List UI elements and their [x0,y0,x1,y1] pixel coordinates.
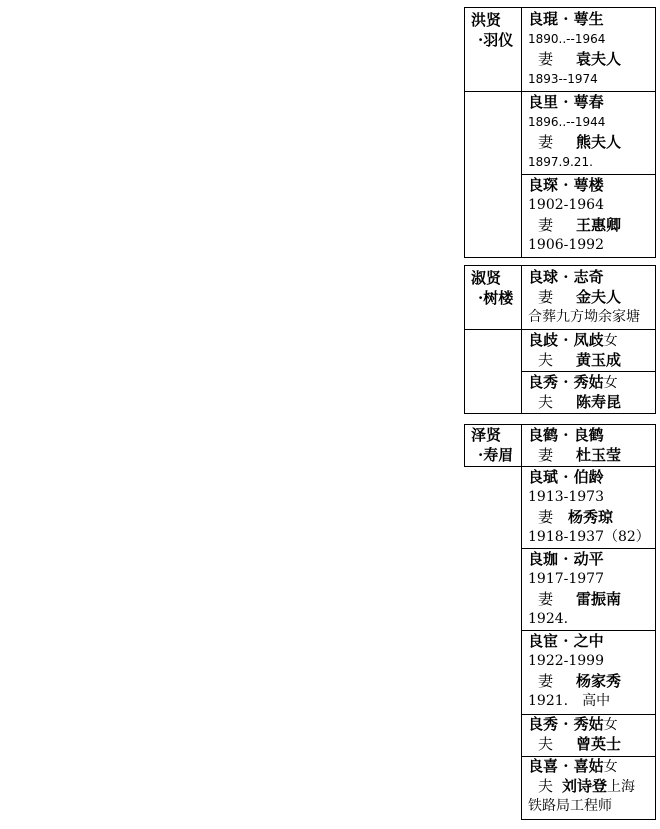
person-dates: 1917-1977 [528,571,604,587]
relation-label: 夫 [538,735,554,753]
person-entry [528,372,656,412]
person-dates: 1896..--1944 [528,115,606,129]
spouse-line [528,350,656,370]
person-entry [528,267,656,327]
spouse-dates: 1893--1974 [528,72,598,86]
person-dates: 1922-1999 [528,653,604,669]
generation-name: 泽贤 [471,426,502,444]
generation-courtesy: ·寿眉 [478,446,514,464]
person-name: 良秀 · 秀姑 [528,715,604,733]
spouse-location: 上海 [607,779,636,795]
person-entry [528,549,656,629]
person-name: 良宦 · 之中 [528,632,604,650]
generation-label [471,425,513,465]
person-dates: 1890..--1964 [528,32,606,46]
spouse-name: 杜玉莹 [576,446,622,464]
spouse-name: 刘诗登 [562,777,608,795]
relation-label: 妻 [538,216,554,234]
occupation-note: 铁路局工程师 [528,798,612,814]
person-name: 良琛 · 萼楼 [528,176,604,194]
relation-label: 夫 [538,351,554,369]
generation-courtesy: ·树楼 [478,289,514,307]
relation-label: 妻 [538,508,554,526]
spouse-name: 袁夫人 [576,50,622,68]
gender-suffix: 女 [603,375,618,391]
relation-label: 妻 [538,50,554,68]
row-divider [464,91,522,92]
spouse-name: 熊夫人 [576,133,622,151]
spouse-line [528,589,656,609]
relation-label: 妻 [538,672,554,690]
person-name: 良珷 · 伯龄 [528,468,604,486]
relation-label: 夫 [538,393,554,411]
generation-name: 淑贤 [471,269,502,287]
gender-suffix: 女 [603,717,618,733]
generation-label [471,10,513,50]
person-entry [528,756,660,816]
person-entry [528,175,656,255]
relation-label: 妻 [538,590,554,608]
gender-suffix: 女 [603,333,618,349]
spouse-education: 高中 [582,693,611,709]
spouse-name: 杨秀琼 [568,508,614,526]
person-dates: 1902-1964 [528,197,604,213]
spouse-line [528,507,656,527]
spouse-dates-line [528,691,656,711]
person-name-line [528,756,660,776]
relation-label: 妻 [538,288,554,306]
person-name: 良里 · 萼春 [528,93,604,111]
person-name: 良喜 · 喜姑 [528,757,604,775]
generation-name: 洪贤 [471,11,502,29]
burial-note: 合葬九方坳余家塘 [528,309,640,325]
spouse-dates: 1918-1937（82） [528,529,650,545]
spouse-name: 金夫人 [576,288,622,306]
relation-label: 妻 [538,446,554,464]
spouse-line [528,445,656,465]
person-name: 良珈 · 动平 [528,550,604,568]
person-name: 良球 · 志奇 [528,268,604,286]
spouse-name: 王惠卿 [576,216,622,234]
spouse-name: 雷振南 [576,590,622,608]
person-name-line [528,330,656,350]
person-name-line [528,372,656,392]
person-entry [528,425,656,465]
person-name: 良鹤 · 良鹤 [528,426,604,444]
spouse-dates: 1906-1992 [528,237,604,253]
spouse-dates: 1921. [528,693,569,709]
person-entry [528,330,656,370]
generation-courtesy: ·羽仪 [478,31,514,49]
person-name: 良歧 · 凤歧 [528,331,604,349]
spouse-line [528,215,656,235]
spouse-line [528,776,660,796]
person-entry [528,631,656,711]
generation-label [471,268,513,308]
spouse-line [528,392,656,412]
spouse-line [528,132,656,152]
spouse-name: 黄玉成 [576,351,622,369]
spouse-line [528,734,656,754]
person-entry [528,467,656,547]
person-entry [528,9,656,89]
row-divider [464,329,522,330]
person-entry [528,92,656,172]
gender-suffix: 女 [603,759,618,775]
spouse-name: 陈寿昆 [576,393,622,411]
spouse-line [528,49,656,69]
person-name-line [528,714,656,734]
relation-label: 夫 [538,777,554,795]
spouse-dates: 1924. [528,611,569,627]
person-name: 良秀 · 秀姑 [528,373,604,391]
relation-label: 妻 [538,133,554,151]
spouse-name: 杨家秀 [576,672,622,690]
person-name: 良琨 · 萼生 [528,10,604,28]
spouse-line [528,671,656,691]
person-dates: 1913-1973 [528,489,604,505]
spouse-line [528,287,656,307]
person-entry [528,714,656,754]
spouse-dates: 1897.9.21. [528,155,593,169]
spouse-name: 曾英士 [576,735,622,753]
